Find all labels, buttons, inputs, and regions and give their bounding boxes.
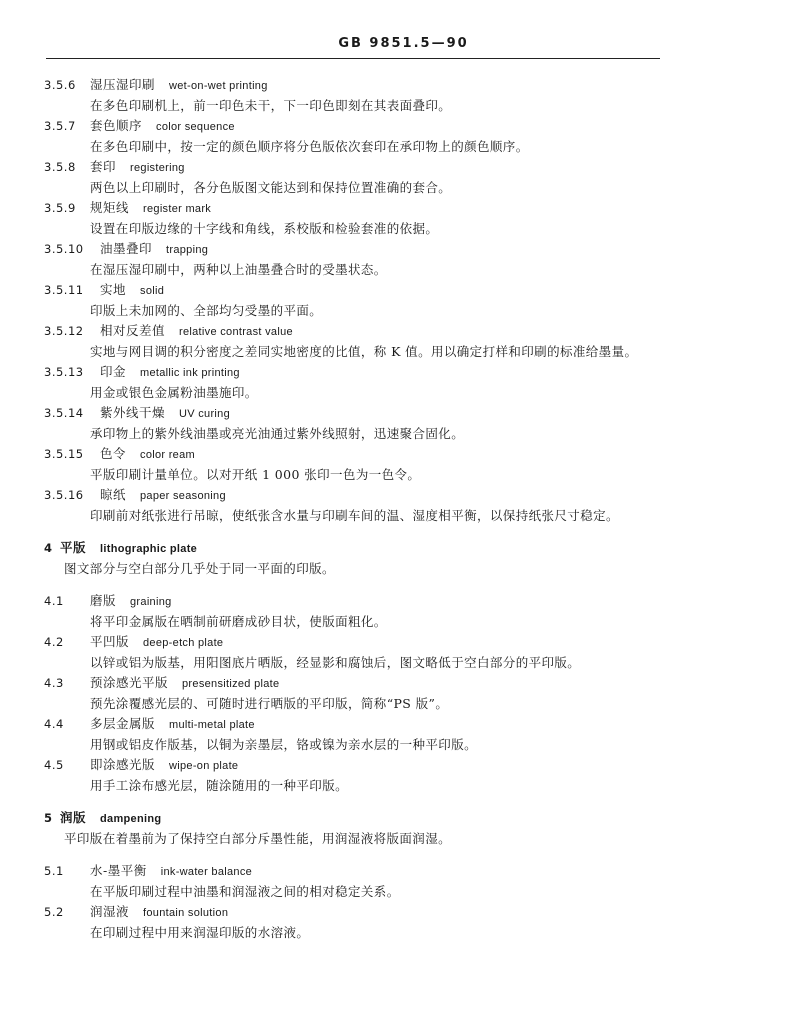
term-number: 3.5.12 <box>44 324 84 338</box>
term-cn: 实地 <box>100 282 127 297</box>
section-definition: 平印版在着墨前为了保持空白部分斥墨性能，用润湿液将版面润湿。 <box>64 831 452 846</box>
header-rule <box>46 58 660 59</box>
term-definition: 以锌或铝为版基，用阳图底片晒版，经显影和腐蚀后，图文略低于空白部分的平印版。 <box>90 655 581 670</box>
term-number: 3.5.7 <box>44 119 76 133</box>
term-definition: 在平版印刷过程中油墨和润湿液之间的相对稳定关系。 <box>90 884 400 899</box>
term-en: wet-on-wet printing <box>169 80 268 92</box>
term-en: UV curing <box>179 408 231 420</box>
term-entry-3-5-13 <box>44 362 664 403</box>
term-en: metallic ink printing <box>140 367 240 379</box>
term-entry-3-5-10 <box>44 239 664 280</box>
section-number: 5 <box>44 811 53 825</box>
term-cn: 即涂感光版 <box>90 757 156 772</box>
term-en: relative contrast value <box>179 326 293 338</box>
term-definition: 在印刷过程中用来润湿印版的水溶液。 <box>90 925 310 940</box>
term-en: paper seasoning <box>140 490 226 502</box>
term-cn: 磨版 <box>90 593 117 608</box>
term-entry-3-5-7 <box>44 116 664 157</box>
term-number: 3.5.6 <box>44 78 76 92</box>
term-entry-4-3 <box>44 673 664 714</box>
term-number: 3.5.11 <box>44 283 84 297</box>
term-cn: 印金 <box>100 364 127 379</box>
term-cn: 规矩线 <box>90 200 130 215</box>
term-cn: 套印 <box>90 159 117 174</box>
term-definition: 预先涂覆感光层的、可随时进行晒版的平印版，简称“PS 版”。 <box>90 696 449 711</box>
term-number: 3.5.9 <box>44 201 76 215</box>
term-entry-3-5-16 <box>44 485 664 526</box>
term-definition: 用钢或铝皮作版基，以铜为亲墨层，铬或镍为亲水层的一种平印版。 <box>90 737 478 752</box>
term-cn: 预涂感光平版 <box>90 675 169 690</box>
term-cn: 油墨叠印 <box>100 241 153 256</box>
term-entry-4-1 <box>44 591 664 632</box>
term-entry-4-4 <box>44 714 664 755</box>
term-entry-5-2 <box>44 902 664 943</box>
section-4 <box>44 538 664 579</box>
term-cn: 色令 <box>100 446 127 461</box>
term-entry-4-5 <box>44 755 664 796</box>
term-definition: 平版印刷计量单位。以对开纸 1 000 张印一色为一色令。 <box>90 467 421 482</box>
section-title-cn: 润版 <box>60 810 87 825</box>
term-number: 4.4 <box>44 717 64 731</box>
term-en: presensitized plate <box>182 678 280 690</box>
term-entry-3-5-9 <box>44 198 664 239</box>
page-header: GB 9851.5—90 <box>338 36 469 51</box>
term-cn: 平凹版 <box>90 634 130 649</box>
term-cn: 湿压湿印刷 <box>90 77 156 92</box>
term-number: 3.5.10 <box>44 242 84 256</box>
term-entry-3-5-6 <box>44 75 664 116</box>
term-en: solid <box>140 285 165 297</box>
term-en: color sequence <box>156 121 235 133</box>
term-definition: 实地与网目调的积分密度之差同实地密度的比值，称 K 值。用以确定打样和印刷的标准给墨量。 <box>90 344 638 359</box>
term-number: 3.5.13 <box>44 365 84 379</box>
term-definition: 承印物上的紫外线油墨或亮光油通过紫外线照射，迅速聚合固化。 <box>90 426 465 441</box>
term-en: register mark <box>143 203 212 215</box>
term-cn: 多层金属版 <box>90 716 156 731</box>
term-entry-3-5-14 <box>44 403 664 444</box>
term-entry-4-2 <box>44 632 664 673</box>
term-number: 4.2 <box>44 635 64 649</box>
term-entry-3-5-15 <box>44 444 664 485</box>
term-en: ink-water balance <box>160 866 253 878</box>
term-en: graining <box>130 596 172 608</box>
term-en: wipe-on plate <box>169 760 239 772</box>
term-number: 5.2 <box>44 905 64 919</box>
section-5 <box>44 808 664 849</box>
term-en: multi-metal plate <box>169 719 255 731</box>
term-en: fountain solution <box>143 907 229 919</box>
term-definition: 印刷前对纸张进行吊晾，使纸张含水量与印刷车间的温、湿度相平衡，以保持纸张尺寸稳定。 <box>90 508 619 523</box>
term-definition: 用手工涂布感光层，随涂随用的一种平印版。 <box>90 778 349 793</box>
term-entry-3-5-11 <box>44 280 664 321</box>
term-entry-3-5-8 <box>44 157 664 198</box>
term-definition: 在多色印刷机上，前一印色未干，下一印色即刻在其表面叠印。 <box>90 98 452 113</box>
term-cn: 水-墨平衡 <box>90 863 147 878</box>
term-en: trapping <box>166 244 209 256</box>
term-number: 5.1 <box>44 864 64 878</box>
term-cn: 相对反差值 <box>100 323 166 338</box>
term-definition: 两色以上印刷时，各分色版图文能达到和保持位置准确的套合。 <box>90 180 452 195</box>
term-number: 4.5 <box>44 758 64 772</box>
term-definition: 在湿压湿印刷中，两种以上油墨叠合时的受墨状态。 <box>90 262 387 277</box>
term-en: registering <box>130 162 185 174</box>
term-number: 3.5.14 <box>44 406 84 420</box>
term-entry-3-5-12 <box>44 321 664 362</box>
term-number: 4.1 <box>44 594 64 608</box>
term-en: deep-etch plate <box>143 637 224 649</box>
section-title-en: dampening <box>100 813 162 825</box>
section-title-cn: 平版 <box>60 540 87 555</box>
term-definition: 用金或银色金属粉油墨施印。 <box>90 385 258 400</box>
term-definition: 将平印金属版在晒制前研磨成砂目状，使版面粗化。 <box>90 614 387 629</box>
term-cn: 晾纸 <box>100 487 127 502</box>
term-cn: 紫外线干燥 <box>100 405 166 420</box>
term-definition: 印版上未加网的、全部均匀受墨的平面。 <box>90 303 323 318</box>
term-number: 4.3 <box>44 676 64 690</box>
term-cn: 润湿液 <box>90 904 130 919</box>
section-title-en: lithographic plate <box>100 543 198 555</box>
term-number: 3.5.15 <box>44 447 84 461</box>
term-definition: 设置在印版边缘的十字线和角线，系校版和检验套准的依据。 <box>90 221 439 236</box>
section-number: 4 <box>44 541 53 555</box>
term-entry-5-1 <box>44 861 664 902</box>
document-body <box>0 75 807 943</box>
section-definition: 图文部分与空白部分几乎处于同一平面的印版。 <box>64 561 335 576</box>
term-en: color ream <box>140 449 195 461</box>
term-definition: 在多色印刷中，按一定的颜色顺序将分色版依次套印在承印物上的颜色顺序。 <box>90 139 529 154</box>
term-number: 3.5.8 <box>44 160 76 174</box>
term-number: 3.5.16 <box>44 488 84 502</box>
term-cn: 套色顺序 <box>90 118 143 133</box>
